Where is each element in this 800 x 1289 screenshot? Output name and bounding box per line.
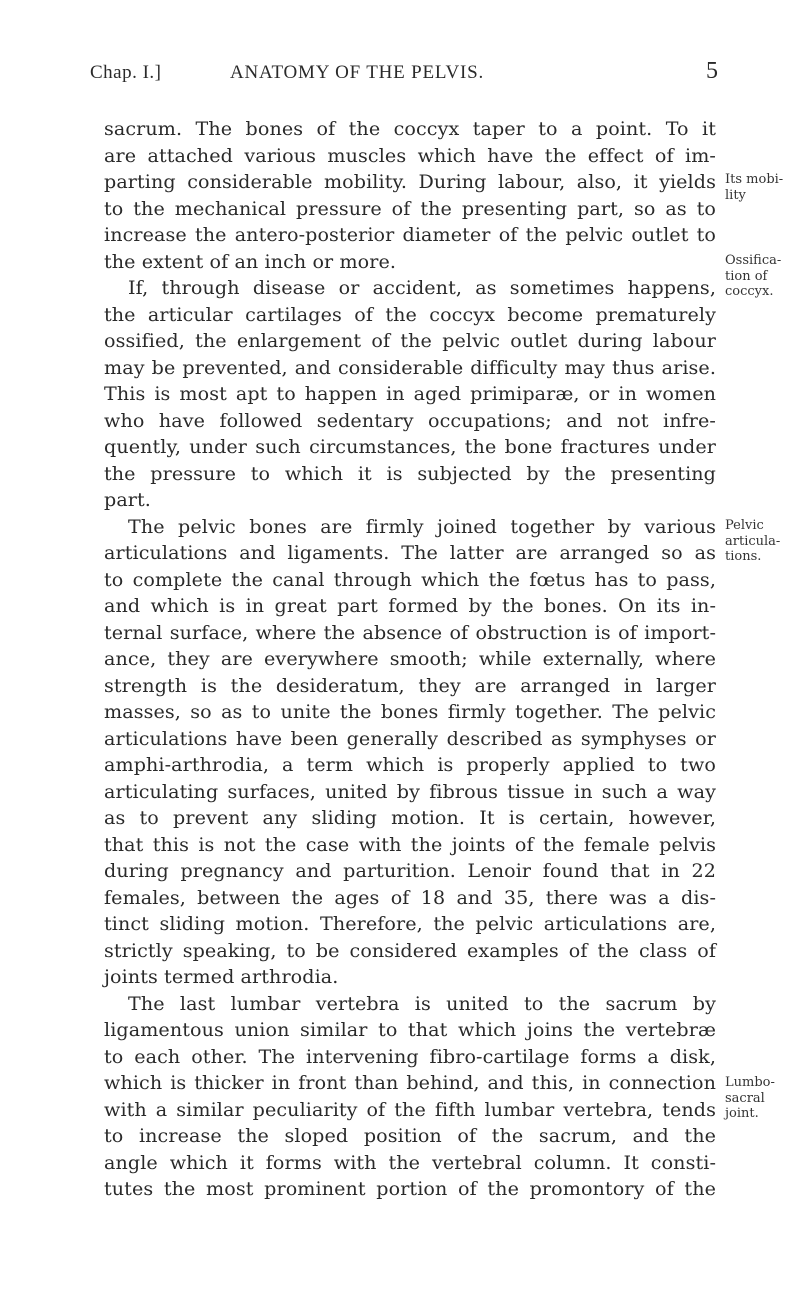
text-line: articulating surfaces, united by fibrous tissue in such a way (104, 779, 716, 803)
margin-note-line: Ossifica- (725, 253, 782, 268)
margin-note-line: coccyx. (725, 284, 774, 299)
margin-note-line: lity (725, 187, 746, 203)
margin-note-line: joint. (725, 1106, 759, 1121)
text-line: strictly speaking, to be considered examples of the class of (104, 938, 716, 962)
text-line: quently, under such circumstances, the bone fractures under (104, 435, 716, 458)
text-line: The last lumbar vertebra is united to the sacrum by (128, 991, 716, 1015)
text-line: joints termed arthrodia. (104, 965, 339, 988)
text-line: parting considerable mobility. During labour, also, it yields (104, 170, 716, 193)
page-number: 5 (706, 58, 718, 84)
text-line: to complete the canal through which the fœtus has to pass, (104, 567, 716, 591)
text-line: ance, they are everywhere smooth; while externally, where (104, 647, 716, 670)
text-line: articulations and ligaments. The latter are arranged so as (104, 541, 716, 564)
margin-note-pelvic-articulations (725, 518, 800, 565)
text-line: the articular cartilages of the coccyx become prematurely (104, 302, 716, 326)
text-line: strength is the desideratum, they are arranged in larger (104, 673, 716, 697)
text-line: to each other. The intervening fibro-cartilage forms a disk, (104, 1044, 716, 1068)
text-line: increase the antero-posterior diameter of the pelvic outlet to (104, 223, 716, 246)
text-line: females, between the ages of 18 and 35, there was a dis- (104, 885, 716, 909)
text-line: part. (104, 488, 151, 511)
text-line: with a similar peculiarity of the fifth lumbar vertebra, tends (104, 1097, 716, 1121)
text-line: are attached various muscles which have the effect of im- (104, 143, 716, 167)
text-line: tutes the most prominent portion of the promontory of the (104, 1177, 716, 1200)
margin-note-line: tions. (725, 549, 762, 564)
text-line: to increase the sloped position of the sacrum, and the (104, 1124, 716, 1147)
text-line: the extent of an inch or more. (104, 249, 397, 273)
text-line: that this is not the case with the joints of the female pelvis (104, 832, 716, 856)
text-line: angle which it forms with the vertebral column. It consti- (104, 1150, 716, 1174)
text-line: If, through disease or accident, as sometimes happens, (128, 276, 716, 299)
margin-note-ossification (725, 253, 800, 300)
text-line: and which is in great part formed by the bones. On its in- (104, 594, 716, 617)
text-line: who have followed sedentary occupations; and not infre- (104, 408, 716, 432)
margin-note-line: articula- (725, 533, 781, 549)
margin-note-line: tion of (725, 268, 768, 284)
text-line: sacrum. The bones of the coccyx taper to a point. To it (104, 117, 716, 140)
text-line: during pregnancy and parturition. Lenoir found that in 22 (104, 859, 716, 882)
text-line: which is thicker in front than behind, and this, in connection (104, 1071, 716, 1094)
body-text (104, 116, 716, 1203)
text-line: ternal surface, where the absence of obstruction is of import- (104, 620, 716, 644)
margin-note-mobility (725, 172, 800, 203)
text-line: ligamentous union similar to that which joins the vertebræ (104, 1018, 716, 1041)
text-line: ossified, the enlargement of the pelvic outlet during labour (104, 329, 716, 352)
text-line: as to prevent any sliding motion. It is certain, however, (104, 806, 716, 829)
margin-note-line: Lumbo- (725, 1075, 775, 1090)
running-header (90, 58, 718, 92)
text-line: This is most apt to happen in aged primiparæ, or in women (104, 382, 716, 405)
margin-note-line: sacral (725, 1090, 765, 1106)
margin-note-line: Pelvic (725, 518, 764, 533)
text-line: to the mechanical pressure of the presenting part, so as to (104, 196, 716, 220)
page-title: ANATOMY OF THE PELVIS. (230, 62, 485, 83)
margin-note-line: Its mobi- (725, 172, 784, 187)
text-line: masses, so as to unite the bones firmly together. The pelvic (104, 700, 716, 723)
text-line: tinct sliding motion. Therefore, the pelvic articulations are, (104, 912, 716, 935)
margin-note-lumbo-sacral (725, 1075, 800, 1122)
text-line: amphi-arthrodia, a term which is properly applied to two (104, 753, 716, 776)
text-line: the pressure to which it is subjected by the presenting (104, 461, 716, 485)
chapter-label: Chap. I.] (90, 62, 162, 83)
text-line: may be prevented, and considerable difficulty may thus arise. (104, 355, 716, 379)
text-line: articulations have been generally described as symphyses or (104, 726, 716, 750)
text-line: The pelvic bones are firmly joined together by various (128, 514, 716, 538)
